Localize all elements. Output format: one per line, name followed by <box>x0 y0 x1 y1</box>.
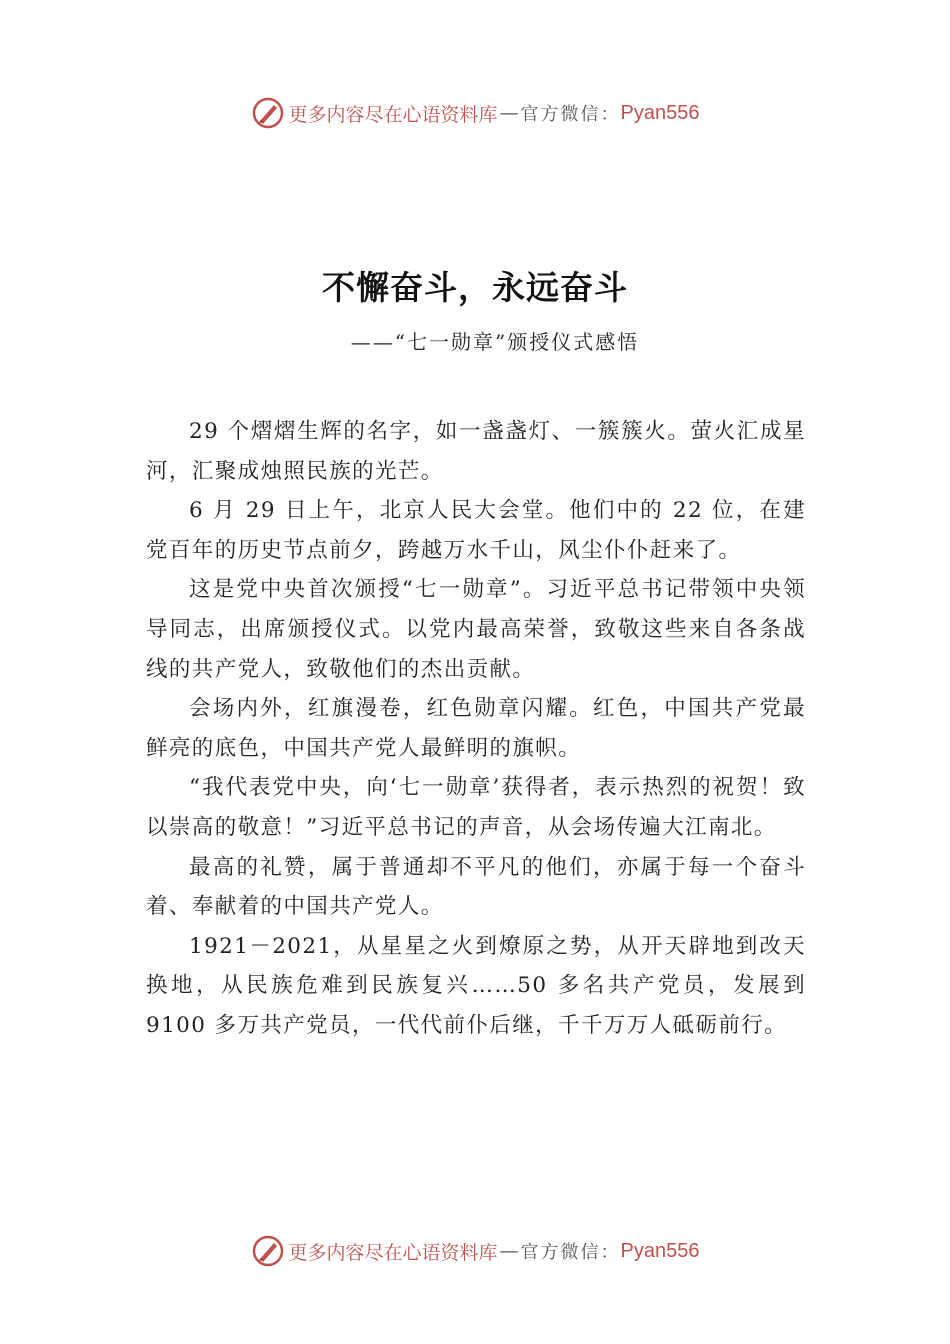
paragraph: “我代表党中央，向‘七一勋章’获得者，表示热烈的祝贺！致以崇高的敬意！”习近平总书记的声音，从会场传遍大江南北。 <box>146 775 806 840</box>
paragraph: 29 个熠熠生辉的名字，如一盏盏灯、一簇簇火。萤火汇成星河，汇聚成烛照民族的光芒。 <box>146 419 806 484</box>
banner-separator: — <box>499 1240 519 1262</box>
pen-logo-icon <box>251 1234 285 1268</box>
banner-brand: 更多内容尽在心语资料库 <box>288 103 498 126</box>
banner-separator: — <box>499 102 519 124</box>
paragraph: 这是党中央首次颁授“七一勋章”。习近平总书记带领中央领导同志，出席颁授仪式。以党内最高荣誉，致敬这些来自各条战线的共产党人，致敬他们的杰出贡献。 <box>146 577 806 682</box>
banner-wechat-label: 官方微信： <box>520 1242 621 1263</box>
document-subtitle: ——“七一勋章”颁授仪式感悟 <box>350 330 640 354</box>
banner-wechat-id: Pyan556 <box>620 101 700 124</box>
header-banner <box>0 96 950 130</box>
banner-wechat-id: Pyan556 <box>620 1239 700 1262</box>
paragraph: 1921－2021，从星星之火到燎原之势，从开天辟地到改天换地，从民族危难到民族复兴……50 多名共产党员，发展到 9100 多万共产党员，一代代前仆后继，千千万万人砥砺前行。 <box>146 933 806 1038</box>
banner-wechat-label: 官方微信： <box>520 104 621 125</box>
paragraph: 最高的礼赞，属于普通却不平凡的他们，亦属于每一个奋斗着、奉献着的中国共产党人。 <box>146 854 806 920</box>
banner-brand: 更多内容尽在心语资料库 <box>288 1241 498 1264</box>
footer-banner <box>0 1234 950 1268</box>
document-body <box>146 412 806 1046</box>
pen-logo-icon <box>251 96 285 130</box>
paragraph: 会场内外，红旗漫卷，红色勋章闪耀。红色，中国共产党最鲜亮的底色，中国共产党人最鲜明的旗帜。 <box>146 696 806 761</box>
document-title: 不懈奋斗，永远奋斗 <box>322 268 628 307</box>
paragraph: 6 月 29 日上午，北京人民大会堂。他们中的 22 位，在建党百年的历史节点前夕，跨越万水千山，风尘仆仆赶来了。 <box>146 498 806 563</box>
